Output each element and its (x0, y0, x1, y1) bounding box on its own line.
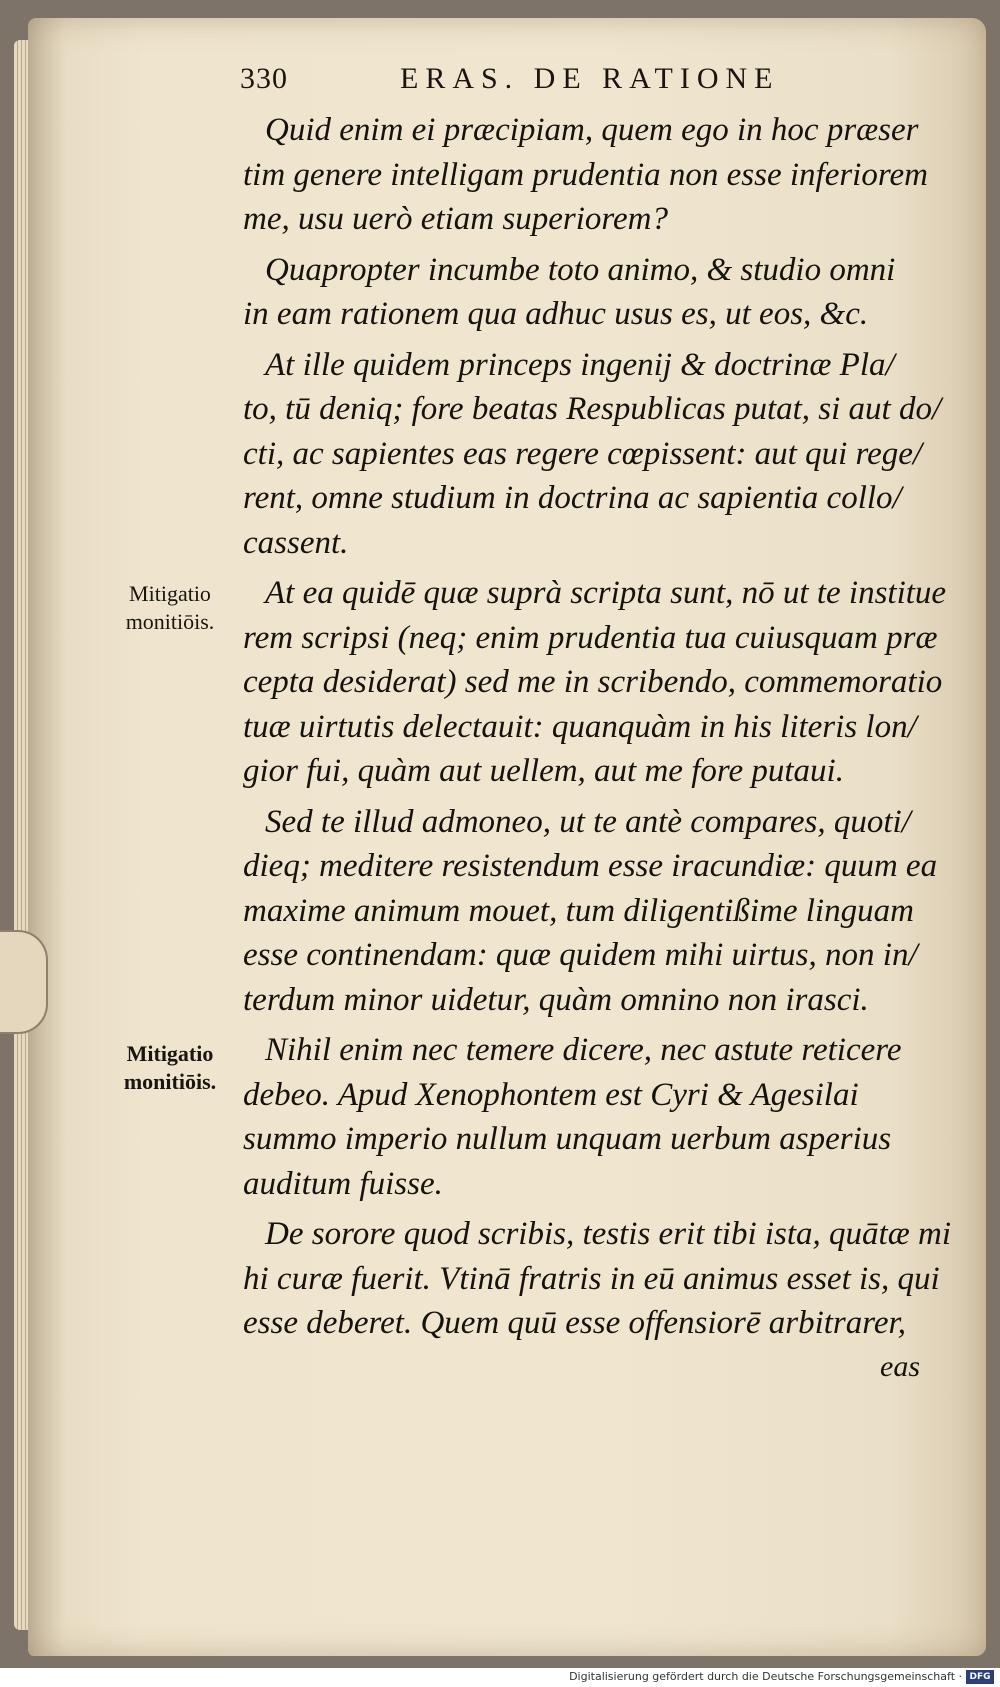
text-line: esse deberet. Quem quū esse offensiorē arbitrarer, (243, 1305, 906, 1341)
text-line: cti, ac sapientes eas regere cœpissent: aut qui rege/ (243, 435, 923, 472)
text-line: De sorore quod scribis, testis erit tibi ista, quātæ mi (265, 1216, 951, 1252)
funding-credit: Digitalisierung gefördert durch die Deutsche Forschungsgemeinschaft · (569, 1670, 962, 1683)
text-line: Quapropter incumbe toto animo, & studio omni (265, 251, 896, 288)
dfg-logo-icon: DFG (966, 1670, 994, 1684)
text-line: cassent. (243, 524, 349, 561)
paragraph (243, 343, 942, 566)
text-line: dieq; meditere resistendum esse iracundiæ: quum ea (243, 848, 938, 884)
text-line: Sed te illud admoneo, ut te antè compares, quoti/ (265, 803, 911, 840)
text-line: rem scripsi (neq; enim prudentia tua cuiusquam præ (243, 619, 938, 656)
paragraph (243, 1212, 951, 1346)
text-line: cepta desiderat) sed me in scribendo, commemoratio (243, 664, 943, 700)
text-line: debeo. Apud Xenophontem est Cyri & Agesilai (243, 1076, 859, 1113)
text-line: to, tū deniq; fore beatas Respublicas putat, si aut do/ (243, 391, 942, 427)
paragraph (243, 571, 947, 794)
catchword: eas (880, 1350, 920, 1383)
text-line: maxime animum mouet, tum diligentißime linguam (243, 892, 914, 929)
text-line: terdum minor uidetur, quàm omnino non irasci. (243, 981, 869, 1018)
text-line: At ille quidem princeps ingenij & doctrinæ Pla/ (265, 346, 895, 383)
paragraph (243, 248, 923, 337)
paragraph (243, 1028, 923, 1206)
running-head: ERAS. DE RATIONE (400, 62, 780, 95)
body-text (243, 108, 951, 1352)
text-line: me, usu uerò etiam superiorem? (243, 201, 668, 237)
page-header (240, 62, 900, 102)
text-line: summo imperio nullum unquam uerbum asperius (243, 1121, 892, 1157)
text-line: in eam rationem qua adhuc usus es, ut eos, &c. (243, 296, 869, 332)
text-line: rent, omne studium in doctrina ac sapientia collo/ (243, 480, 902, 516)
page-number: 330 (240, 62, 288, 95)
text-line: Quid enim ei præcipiam, quem ego in hoc præser (265, 112, 919, 148)
margin-note: Mitigatio monitiōis. (123, 1041, 217, 1094)
clasp-tab (0, 930, 48, 1034)
text-line: gior fui, quàm aut uellem, aut me fore putaui. (243, 753, 844, 789)
text-line: tim genere intelligam prudentia non esse inferiorem (243, 156, 928, 193)
text-line: At ea quidē quæ suprà scripta sunt, nō ut te institue (265, 575, 947, 611)
text-line: esse continendam: quæ quidem mihi uirtus, non in/ (243, 937, 918, 973)
footer-bar (0, 1668, 1000, 1687)
paragraph (243, 108, 928, 242)
margin-note: Mitigatio monitiōis. (125, 581, 215, 634)
text-line: auditum fuisse. (243, 1165, 443, 1202)
paragraph (243, 800, 938, 1023)
text-line: hi curæ fuerit. Vtinā fratris in eū animus esset is, qui (243, 1260, 940, 1297)
text-line: Nihil enim nec temere dicere, nec astute reticere (265, 1032, 902, 1068)
text-line: tuæ uirtutis delectauit: quanquàm in his literis lon/ (243, 708, 917, 745)
